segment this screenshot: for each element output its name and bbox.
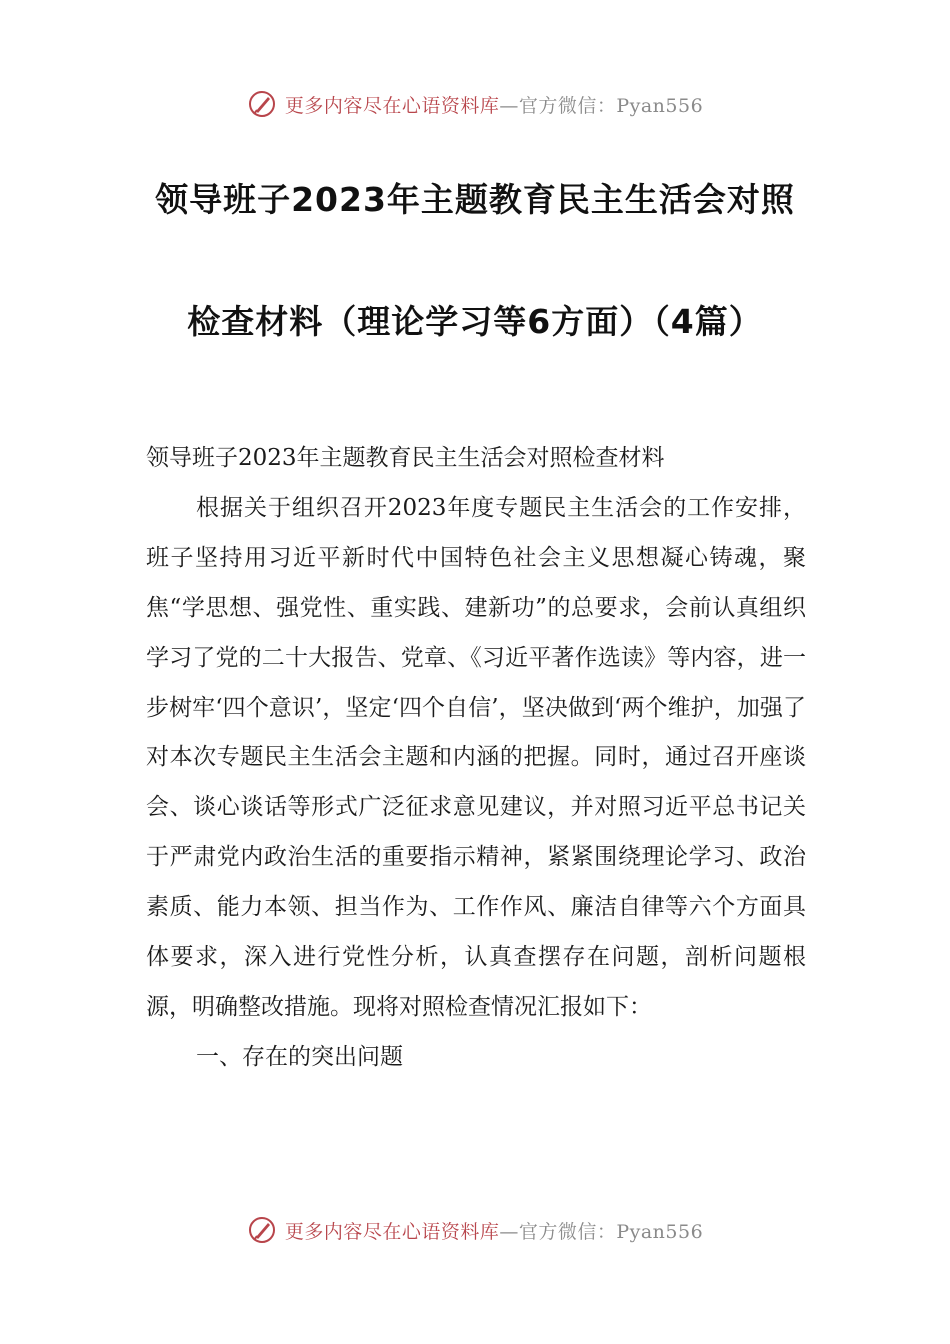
watermark-text: 更多内容尽在心语资料库—官方微信：Pyan556 (284, 94, 704, 117)
document-subtitle: 领导班子2023年主题教育民主生活会对照检查材料 (146, 445, 665, 471)
quill-logo-icon (247, 89, 277, 119)
body-paragraph: 根据关于组织召开2023年度专题民主生活会的工作安排，班子坚持用习近平新时代中国特色社会主义思想凝心铸魂，聚焦“学思想、强党性、重实践、建新功”的总要求，会前认真组织学习了党的二十大报告、党章、《习近平著作选读》等内容，进一步树牢‘四个意识’，坚定‘四个自信’，坚决做到‘两个维护，加强了对本次专题民主生活会主题和内涵的把握。同时，通过召开座谈会、谈心谈话等形式广泛征求意见建议，并对照习近平总书记关于严肃党内政治生活的重要指示精神，紧紧围绕理论学习、政治素质、能力本领、担当作为、工作作风、廉洁自律等六个方面具体要求，深入进行党性分析，认真查摆存在问题，剖析问题根源，明确整改措施。现将对照检查情况汇报如下： (146, 494, 806, 1020)
quill-logo-icon (247, 1215, 277, 1245)
footer-watermark-banner (0, 1210, 950, 1250)
header-watermark-banner (0, 84, 950, 124)
document-body (146, 434, 806, 1083)
document-title-line-1: 领导班子2023年主题教育民主生活会对照 (155, 180, 795, 219)
document-title-line-2: 检查材料（理论学习等6方面）（4篇） (187, 302, 763, 341)
watermark-text: 更多内容尽在心语资料库—官方微信：Pyan556 (284, 1220, 704, 1243)
section-heading: 一、存在的突出问题 (196, 1043, 403, 1070)
